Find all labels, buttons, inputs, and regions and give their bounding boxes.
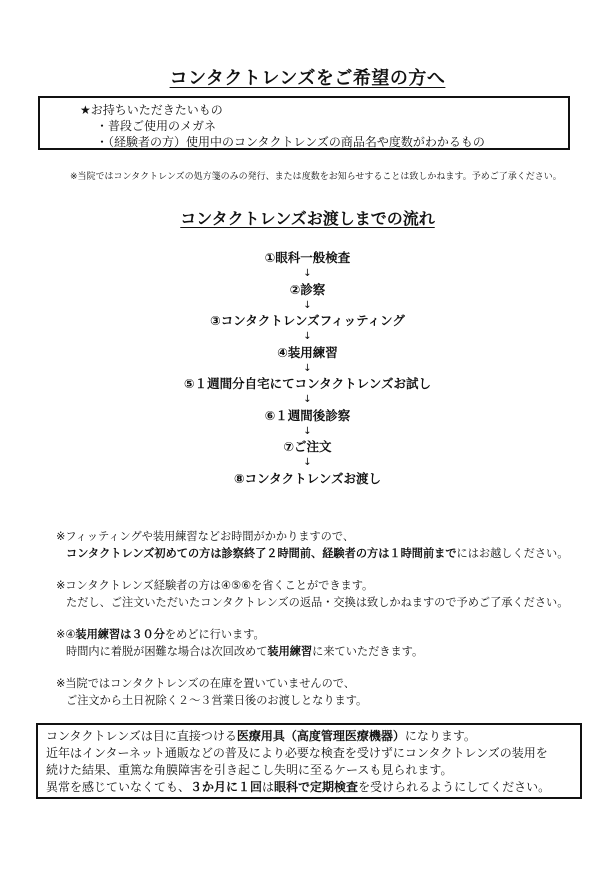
warning-text: コンタクトレンズは目に直接つける (46, 729, 237, 743)
warning-text: になります。 (404, 729, 476, 743)
flow-step-3: ③コンタクトレンズフィッティング (210, 313, 405, 328)
down-arrow-icon: ↓ (303, 299, 312, 311)
warning-line: 続けた結果、重篤な角膜障害を引き起こし失明に至るケースも見られます。 (46, 763, 453, 777)
flow-step-7: ⑦ご注文 (283, 439, 332, 454)
items-to-bring-item: ・（経験者の方）使用中のコンタクトレンズの商品名や度数がわかるもの (96, 135, 485, 149)
down-arrow-icon: ↓ (303, 457, 312, 468)
note-text: ※当院ではコンタクトレンズの在庫を置いていませんので、 (56, 677, 355, 690)
flow-title: コンタクトレンズお渡しまでの流れ (180, 209, 435, 228)
prescription-disclaimer: ※当院ではコンタクトレンズの処方箋のみの発行、または度数をお知らせすることは致しかねます。予めご了承ください。 (70, 172, 562, 182)
note-text (56, 545, 568, 562)
warning-text: は (262, 780, 275, 794)
items-to-bring-item: ・普段ご使用のメガネ (96, 119, 217, 133)
flow-step-4: ④装用練習 (277, 344, 338, 360)
note-text: にはお越しください。 (456, 547, 569, 560)
warning-emphasis: 眼科で定期検査 (274, 780, 359, 794)
down-arrow-icon: ↓ (303, 268, 312, 279)
flow-steps (0, 248, 615, 489)
down-arrow-icon: ↓ (303, 394, 312, 405)
flow-step-2: ②診察 (289, 281, 326, 297)
note-text (56, 643, 568, 660)
flow-step-1: ①眼科一般検査 (264, 250, 351, 265)
note-text: に来ていただきます。 (312, 645, 424, 658)
note-text: ※コンタクトレンズ経験者の方は④⑤⑥を省くことができます。 (56, 579, 374, 592)
down-arrow-icon: ↓ (303, 362, 312, 374)
note-text: ご注文から土日祝除く２～３営業日後のお渡しとなります。 (66, 694, 368, 707)
note-emphasis: 装用練習は３０分 (75, 628, 165, 641)
items-to-bring-box (38, 96, 570, 150)
note-text: 時間内に着脱が困難な場合は次回改めて (66, 645, 268, 658)
medical-device-warning-box (36, 723, 582, 799)
note-text: をめどに行います。 (164, 628, 265, 641)
warning-line (46, 728, 580, 745)
warning-emphasis: 医療用具（高度管理医療機器） (236, 729, 405, 743)
flow-step-6: ⑥１週間後診察 (264, 407, 351, 423)
down-arrow-icon: ↓ (303, 331, 312, 342)
note-emphasis: コンタクトレンズ初めての方は診察終了２時間前、経験者の方は１時間前まで (66, 547, 457, 560)
warning-line: 近年はインターネット通販などの普及により必要な検査を受けずにコンタクトレンズの装用を (46, 746, 548, 760)
page-title: コンタクトレンズをご希望の方へ (169, 68, 446, 89)
warning-text: を受けられるようにしてください。 (358, 780, 551, 794)
items-to-bring-heading: ★お持ちいただきたいもの (80, 103, 223, 117)
note-text (56, 626, 568, 643)
note-practice-time (56, 626, 568, 660)
warning-line (46, 779, 580, 796)
note-stock (56, 675, 568, 709)
note-emphasis: 装用練習 (267, 645, 313, 658)
note-experienced-users (56, 577, 568, 611)
down-arrow-icon: ↓ (303, 425, 312, 437)
flow-step-5: ⑤１週間分自宅にてコンタクトレンズお試し (184, 376, 431, 391)
notes-section (56, 528, 568, 724)
note-text: ※フィッティングや装用練習などお時間がかかりますので、 (56, 530, 355, 543)
note-text: ただし、ご注文いただいたコンタクトレンズの返品・交換は致しかねますので予めご了承ください。 (66, 596, 569, 609)
note-text: ※④ (56, 628, 76, 641)
warning-emphasis: ３か月に１回 (190, 780, 263, 794)
note-fitting-time (56, 528, 568, 562)
warning-text: 異常を感じていなくても、 (46, 780, 191, 794)
flow-step-8: ⑧コンタクトレンズお渡し (234, 470, 381, 486)
